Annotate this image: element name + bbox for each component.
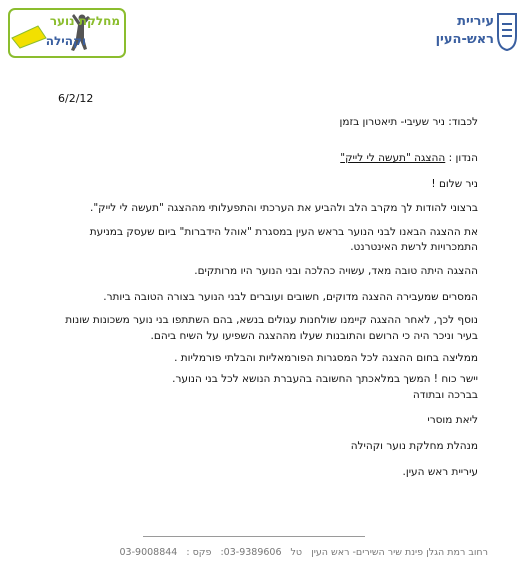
closing: בברכה ובתודה <box>412 389 478 401</box>
city-emblem-icon <box>496 12 518 52</box>
signature-title: מנהלת מחלקת נוער וקהילה <box>350 440 478 452</box>
footer-fax-label: פקס : <box>186 547 212 558</box>
dept-logo-text-bottom: וקהילה <box>45 34 86 48</box>
addressee: לכבוד: ניר שעיבי- תיאטרון בזמן <box>339 116 478 128</box>
paragraph-line: התמכרויות לרשת האינטרנט. <box>350 241 478 253</box>
city-logo-text-top: עיריית <box>457 14 494 29</box>
paragraph-line: יישר כוח ! המשך במלאכתך החשובה בהעברת הנושא לכל בני הנוער. <box>172 373 478 385</box>
dept-logo-text-top: מחלקת נוער <box>49 14 120 28</box>
paragraph-line: נוסף לכך, לאחר ההצגה קיימנו שולחנות עגולים בנשא, בהם השתתפו בני נוער משכונות שונות <box>65 314 478 326</box>
paragraph-line: ממליצה בחום ההצגה לכל המסגרות הפורמאליות והבלתי פורמליות . <box>174 352 478 364</box>
paragraph-line: ברצוני להודות לך מקרב הלב ולהביע את הערכתי והתפעלותי מההצגה "תעשה לי לייק". <box>89 202 478 214</box>
paragraph-line: ההצגה היתה טובה מאד, עשויה כהלכה ובני הנוער היו מרותקים. <box>194 265 478 277</box>
paragraph-line: המסרים שמעבירה ההצגה מדוקים, חשובים ועוברים לבני הנוער בצורה הטובה ביותר. <box>103 291 478 303</box>
footer-address: רחוב רמת הגלן פינת שיר השירים- ראש העין <box>311 547 488 558</box>
subject-prefix: הנדון : <box>445 152 478 164</box>
footer-divider <box>143 536 365 537</box>
paragraph-line: בעיר וניכר היה כי הרושם והתובנות שעלו מההצגה השפיעו על השיח ביהם. <box>150 330 478 342</box>
city-logo <box>435 8 518 54</box>
greeting: ניר שלום ! <box>431 178 478 190</box>
subject-line <box>340 152 478 164</box>
footer-phone: 03-9389606: <box>220 547 282 558</box>
paragraph-line: את ההצגה הבאנו לבני הנוער בראש העין במסגרת "אוהל הידברות" ביום שעסק במניעת <box>89 226 478 238</box>
letter-date: 6/2/12 <box>58 92 94 105</box>
footer-contact <box>114 547 488 558</box>
signature-name: ליאת מוסרי <box>427 414 478 426</box>
youth-dept-logo <box>8 8 126 58</box>
footer-fax: 03-9008844 <box>119 547 178 558</box>
city-logo-text-bottom: ראש-העין <box>435 32 494 47</box>
footer-phone-label: טל <box>290 547 303 558</box>
signature-org: עיריית ראש העין. <box>402 466 478 478</box>
subject-text: ההצגה "תעשה לי לייק" <box>340 152 446 164</box>
